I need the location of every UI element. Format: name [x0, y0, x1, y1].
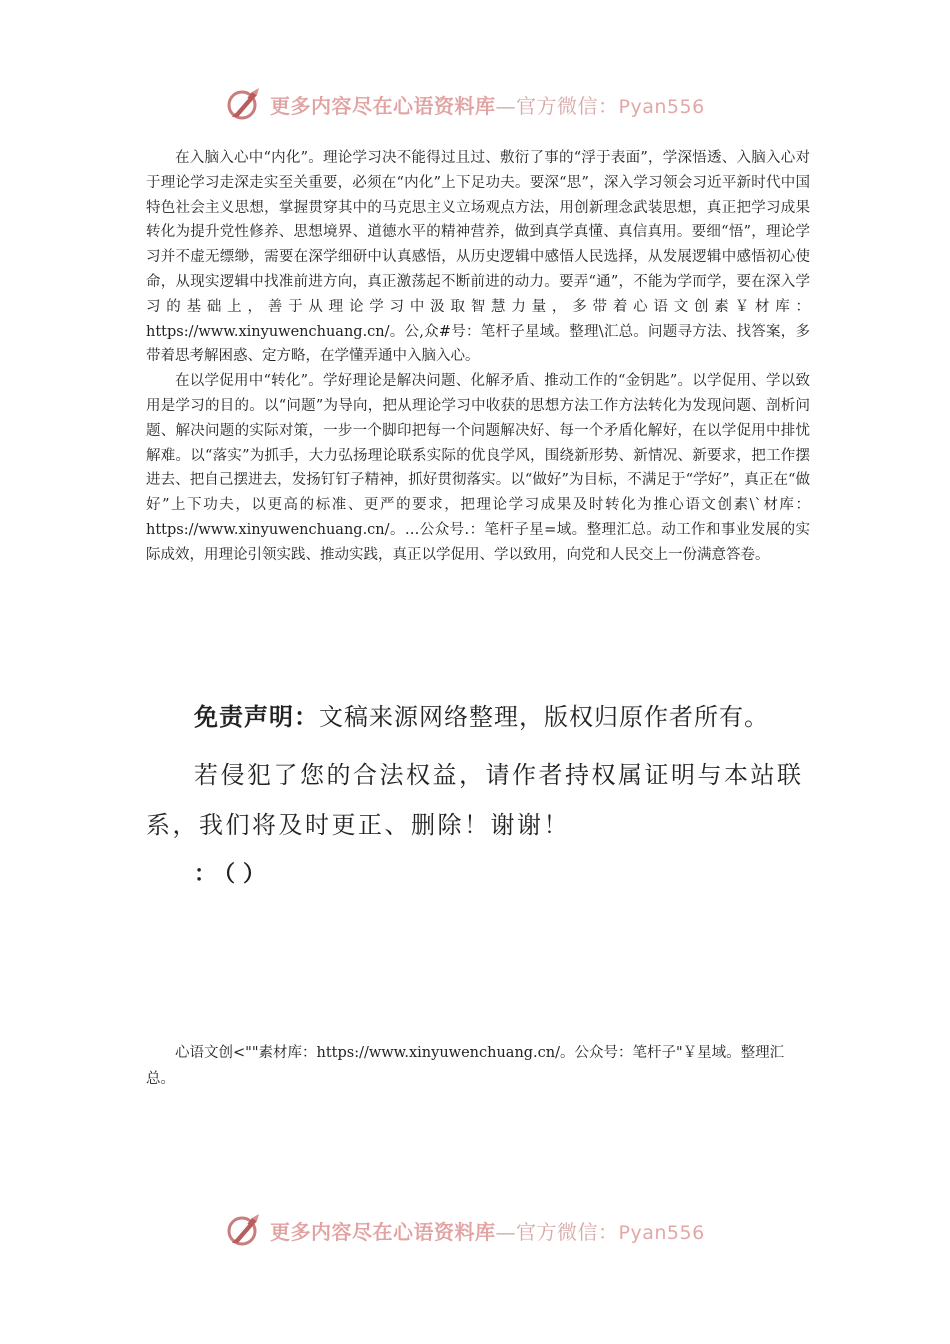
banner-separator: — [495, 93, 516, 118]
paragraph-internalize: 在入脑入心中“内化”。理论学习决不能得过且过、敷衍了事的“浮于表面”，学深悟透、入脑入心对于理论学习走深走实至关重要，必须在“内化”上下足功夫。要深“思”，深入学习领会习近平新时代中国特色社会主义思想，掌握贯穿其中的马克思主义立场观点方法，用创新理念武装思想，真正把学习成果转化为提升党性修养、思想境界、道德水平的精神营养，做到真学真懂、真信真用。要细“悟”，理论学习并不虚无缥缈，需要在深学细研中认真感悟，从历史逻辑中感悟人民选择，从发展逻辑中感悟初心使命，从现实逻辑中找准前进方向，真正激荡起不断前进的动力。要弄“通”，不能为学而学，要在深入学习的基础上，善于从理论学习中汲取智慧力量，多带着心语文创素￥材库：https://www.xinyuwenchuang.cn/。公,众#号：笔杆子星域。整理\汇总。问题寻方法、找答案，多带着思考解困惑、定方略，在学懂弄通中入脑入心。 [146, 150, 810, 365]
paragraph-transform: 在以学促用中“转化”。学好理论是解决问题、化解矛盾、推动工作的“金钥匙”。以学促用、学以致用是学习的目的。以“问题”为导向，把从理论学习中收获的思想方法工作方法转化为发现问题、剖析问题、解决问题的实际对策，一步一个脚印把每一个问题解决好、每一个矛盾化解好，在以学促用中排忧解难。以“落实”为抓手，大力弘扬理论联系实际的优良学风，围绕新形势、新情况、新要求，把工作摆进去、把自己摆进去，发扬钉钉子精神，抓好贯彻落实。以“做好”为目标，不满足于“学好”，真正在“做好”上下功夫，以更高的标准、更严的要求，把理论学习成果及时转化为推心语文创素\`材库：https://www.xinyuwenchuang.cn/。…公众号.：笔杆子星=域。整理汇总。动工作和事业发展的实际成效，用理论引领实践、推动实践，真正以学促用、学以致用，向党和人民交上一份满意答卷。 [146, 373, 810, 563]
quill-pen-logo-icon [226, 86, 262, 122]
footer-banner-text [270, 1216, 705, 1245]
disclaimer-section [146, 698, 810, 890]
footer-banner [226, 1210, 726, 1250]
footer-banner-separator: — [495, 1219, 516, 1244]
banner-wechat-label: 官方微信： [516, 93, 619, 118]
quill-pen-logo-icon [226, 1212, 262, 1248]
disclaimer-source-text: 文稿来源网络整理，版权归原作者所有。 [319, 703, 769, 731]
footer-banner-wechat-id: Pyan556 [618, 1221, 705, 1244]
disclaimer-first-line [146, 698, 810, 736]
disclaimer-extra-marks: ：（） [194, 862, 274, 887]
footnote-text: 心语文创<""素材库：https://www.xinyuwenchuang.cn/。公众号：笔杆子"￥星域。整理汇总。 [146, 1045, 785, 1087]
banner-text [270, 90, 705, 119]
footer-banner-main-text: 更多内容尽在心语资料库 [270, 1219, 496, 1244]
banner-main-text: 更多内容尽在心语资料库 [270, 93, 496, 118]
disclaimer-body: 若侵犯了您的合法权益，请作者持权属证明与本站联系，我们将及时更正、删除！谢谢！ [146, 761, 804, 839]
footer-banner-wechat-label: 官方微信： [516, 1219, 619, 1244]
banner-wechat-id: Pyan556 [618, 95, 705, 118]
article-body [146, 146, 810, 568]
header-banner [226, 84, 726, 124]
disclaimer-heading: 免责声明： [194, 703, 319, 731]
